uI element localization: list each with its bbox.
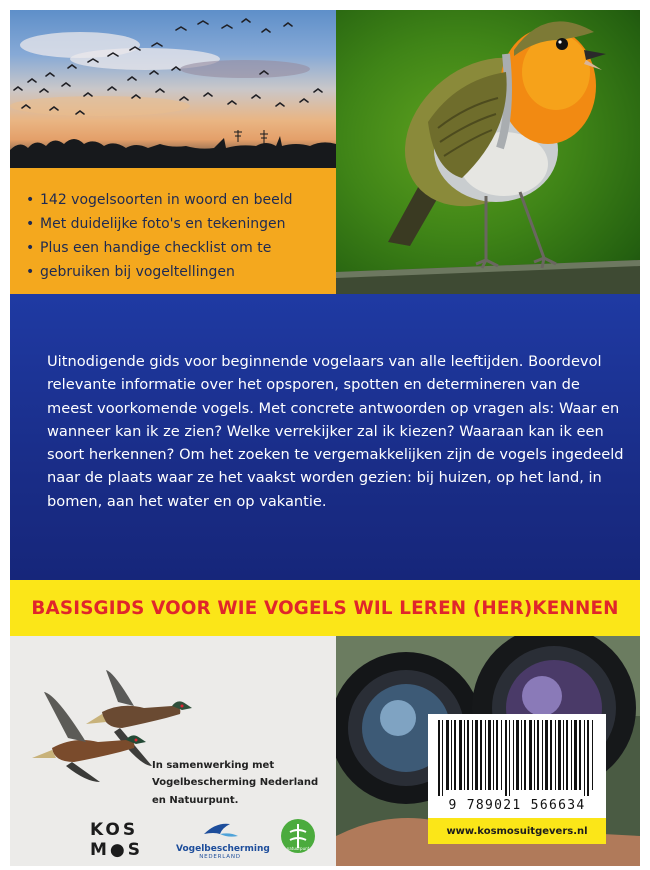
kosmos-logo-line2: M●S (90, 840, 143, 860)
bullet-item: • 142 vogelsoorten in woord en beeld (26, 188, 336, 212)
publisher-website (428, 818, 606, 844)
tagline-banner (10, 580, 640, 636)
kosmos-logo-line1: KOS (90, 820, 139, 840)
description-panel (10, 294, 640, 580)
tagline-text: BASISGIDS VOOR WIE VOGELS WIL LEREN (HER)KENNEN (31, 597, 619, 619)
robin-icon (336, 10, 640, 294)
sky-photo (10, 10, 336, 168)
barcode (428, 714, 606, 818)
vogelbescherming-bird-icon (200, 818, 240, 840)
barcode-bars-icon (434, 720, 600, 796)
partners-area (10, 636, 336, 866)
robin-photo (336, 10, 640, 294)
collaboration-line: Vogelbescherming Nederland (152, 777, 319, 789)
feature-bullets (10, 168, 336, 294)
collaboration-line: In samenwerking met (152, 760, 275, 771)
geese-flock-icon (10, 10, 336, 130)
collaboration-note (152, 757, 336, 809)
kosmos-logo (90, 820, 143, 860)
vogelbescherming-name: Vogelbescherming (176, 844, 270, 854)
bullet-item: • Met duidelijke foto's en tekeningen (26, 212, 336, 236)
publisher-url[interactable]: www.kosmosuitgevers.nl (446, 825, 588, 837)
back-cover (10, 10, 640, 866)
natuurpunt-logo-text: natuurpunt (286, 846, 310, 851)
treeline-icon (10, 130, 336, 168)
vogelbescherming-logo (176, 818, 270, 860)
bullet-item: • Plus een handige checklist om te (26, 236, 336, 260)
natuurpunt-logo-icon (280, 818, 316, 858)
isbn-number: 9 789021 566634 (448, 798, 586, 813)
description-text: Uitnodigende gids voor beginnende vogelaars van alle leeftijden. Boordevol relevante informatie over het opsporen, spotten en determineren van de meest voorkomende vogels. Met concrete antwoorden op vragen als: Waar en wanneer kan ik ze zien? Welke verrekijker zal ik kiezen? Waaraan kan ik een soort herkennen? Om het zoeken te vergemakkelijken zijn de vogels ingedeeld naar de plaats waar ze het vaakst worden gezien: bij huizen, op het land, in bomen, aan het water en op vakantie. (47, 353, 624, 510)
bullet-item-continued: • gebruiken bij vogeltellingen (26, 260, 336, 284)
vogelbescherming-country: NEDERLAND (199, 854, 241, 860)
collaboration-line: en Natuurpunt. (152, 794, 239, 806)
